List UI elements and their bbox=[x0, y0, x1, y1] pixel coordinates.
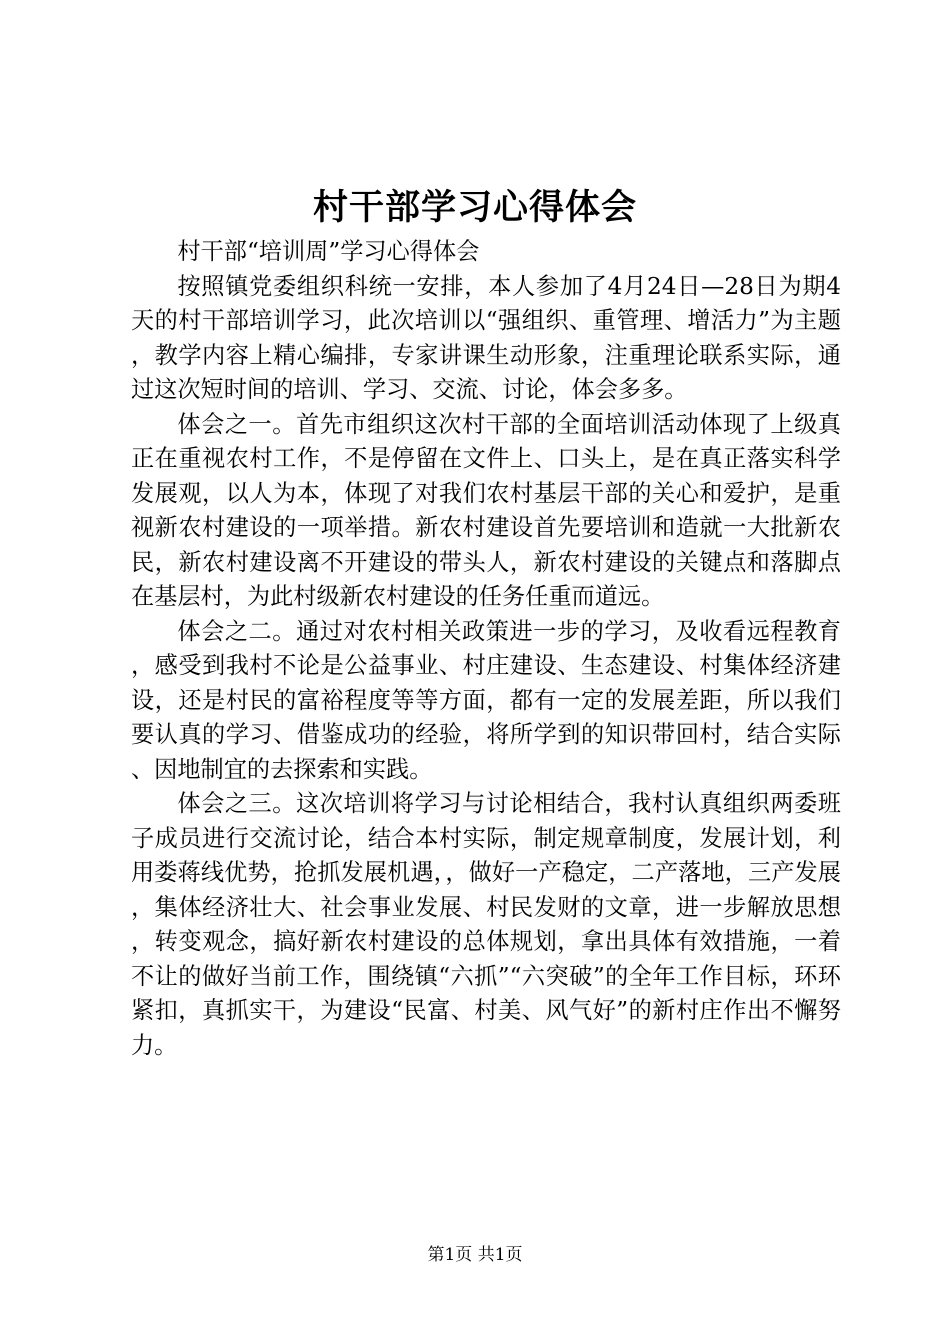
document-title: 村干部学习心得体会 bbox=[312, 187, 637, 228]
subtitle-paragraph: 村干部“培训周”学习心得体会 bbox=[177, 238, 480, 265]
insight-three-paragraph: 体会之三。这次培训将学习与讨论相结合，我村认真组织两委班子成员进行交流讨论，结合本村实际，制定规章制度，发展计划，利用娄蒋线优势，抢抓发展机遇，，做好一产稳定，二产落地，三产发展，集体经济壮大、社会事业发展、村民发财的文章，进一步解放思想，转变观念，搞好新农村建设的总体规划，拿出具体有效措施，一着不让的做好当前工作，围绕镇“六抓”“六突破”的全年工作目标，环环紧扣，真抓实干，为建设“民富、村美、风气好”的新村庄作出不懈努力。 bbox=[131, 790, 841, 1059]
intro-paragraph: 按照镇党委组织科统一安排，本人参加了4月24日—28日为期4天的村干部培训学习，此次培训以“强组织、重管理、增活力”为主题，教学内容上精心编排，专家讲课生动形象，注重理论联系实际，通过这次短时间的培训、学习、交流、讨论，体会多多。 bbox=[131, 272, 841, 403]
page-footer: 第1页 共1页 bbox=[427, 1245, 523, 1265]
insight-two-paragraph: 体会之二。通过对农村相关政策进一步的学习，及收看远程教育，感受到我村不论是公益事业、村庄建设、生态建设、村集体经济建设，还是村民的富裕程度等等方面，都有一定的发展差距，所以我们要认真的学习、借鉴成功的经验，将所学到的知识带回村，结合实际、因地制宜的去探索和实践。 bbox=[131, 617, 841, 783]
document-body bbox=[131, 235, 841, 1063]
insight-one-paragraph: 体会之一。首先市组织这次村干部的全面培训活动体现了上级真正在重视农村工作，不是停留在文件上、口头上，是在真正落实科学发展观，以人为本，体现了对我们农村基层干部的关心和爱护，是重视新农村建设的一项举措。新农村建设首先要培训和造就一大批新农民，新农村建设离不开建设的带头人，新农村建设的关键点和落脚点在基层村，为此村级新农村建设的任务任重而道远。 bbox=[131, 410, 841, 610]
